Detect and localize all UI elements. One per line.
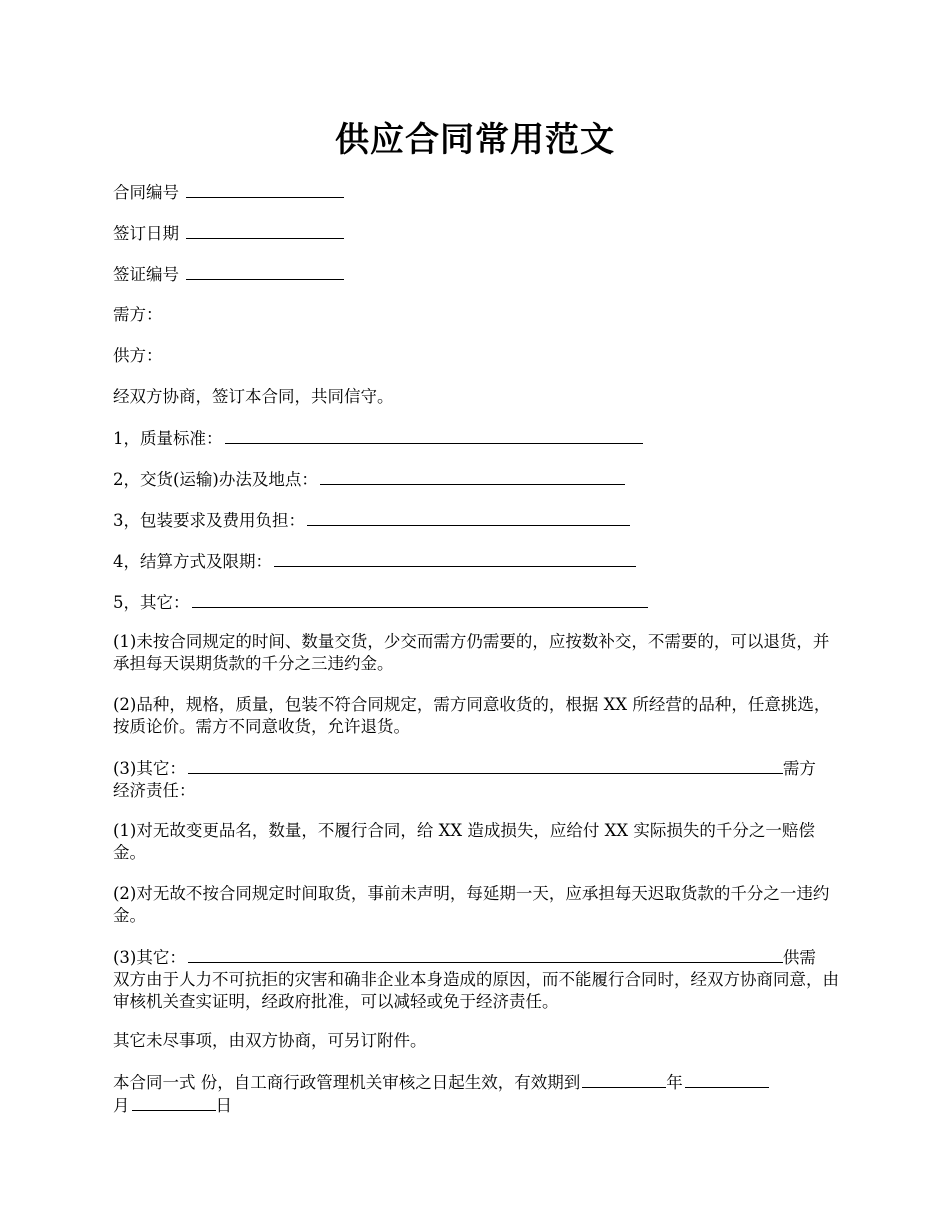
item-quality-blank (225, 427, 643, 444)
validity-text: 本合同一式 份，自工商行政管理机关审核之日起生效，有效期到 (113, 1073, 581, 1092)
item-delivery-label: 2，交货(运输)办法及地点： (113, 470, 318, 489)
contract-number-label: 合同编号 (113, 183, 179, 202)
visa-number-line (113, 263, 848, 286)
item-other-blank (192, 591, 648, 608)
item-settlement-label: 4，结算方式及限期： (113, 552, 272, 571)
validity-day-label: 日 (215, 1096, 232, 1115)
item-other (113, 591, 848, 614)
demander-other-suffix: 供需 (782, 948, 816, 967)
demander-other-blank (188, 946, 783, 963)
demander-line: 需方： (113, 305, 163, 324)
validity-month-blank (685, 1071, 769, 1088)
item-other-label: 5，其它： (113, 593, 190, 612)
visa-number-label: 签证编号 (113, 265, 179, 284)
demander-term-2: (2)对无故不按合同规定时间取货，事前未声明，每延期一天，应承担每天迟取货款的千分之一违约金。 (113, 884, 830, 925)
force-majeure-text: 双方由于人力不可抗拒的灾害和确非企业本身造成的原因，而不能履行合同时，经双方协商同意，由审核机关查实证明，经政府批准，可以减轻或免于经济责任。 (113, 970, 839, 1011)
intro-text: 经双方协商，签订本合同，共同信守。 (113, 387, 394, 406)
supplier-other-label: (3)其它： (113, 759, 186, 778)
page-title: 供应合同常用范文 (335, 120, 615, 160)
supplier-other-suffix: 需方 (782, 759, 816, 778)
demander-other-label: (3)其它： (113, 948, 186, 967)
validity-year-label: 年 (666, 1073, 683, 1092)
contract-number-line (113, 181, 848, 204)
contract-number-blank (186, 181, 344, 198)
visa-number-blank (186, 263, 344, 280)
validity-clause (113, 1071, 843, 1117)
supplier-other-clause (113, 757, 843, 802)
demander-other-clause (113, 946, 843, 1013)
item-quality (113, 427, 848, 450)
item-delivery-blank (320, 468, 625, 485)
item-settlement-blank (274, 550, 636, 567)
misc-text: 其它未尽事项，由双方协商，可另订附件。 (113, 1031, 427, 1050)
supplier-term-2: (2)品种，规格，质量，包装不符合同规定，需方同意收货的，根据 XX 所经营的品种，任意挑选，按质论价。需方不同意收货，允许退货。 (113, 695, 831, 736)
demander-term-1: (1)对无故变更品名，数量，不履行合同，给 XX 造成损失，应给付 XX 实际损失的千分之一赔偿金。 (113, 821, 815, 862)
supplier-other-blank (188, 757, 783, 774)
signing-date-label: 签订日期 (113, 224, 179, 243)
signing-date-line (113, 222, 848, 245)
validity-day-blank (132, 1094, 216, 1111)
demander-liability-heading: 经济责任： (113, 781, 196, 800)
supplier-line: 供方： (113, 346, 163, 365)
validity-year-blank (582, 1071, 666, 1088)
item-quality-label: 1，质量标准： (113, 429, 223, 448)
item-packaging-label: 3，包装要求及费用负担： (113, 511, 305, 530)
validity-month-label: 月 (113, 1096, 130, 1115)
item-packaging-blank (307, 509, 630, 526)
supplier-term-1: (1)未按合同规定的时间、数量交货，少交而需方仍需要的，应按数补交，不需要的，可以退货，并承担每天误期货款的千分之三违约金。 (113, 632, 830, 673)
item-delivery (113, 468, 848, 491)
signing-date-blank (186, 222, 344, 239)
item-settlement (113, 550, 848, 573)
item-packaging (113, 509, 848, 532)
